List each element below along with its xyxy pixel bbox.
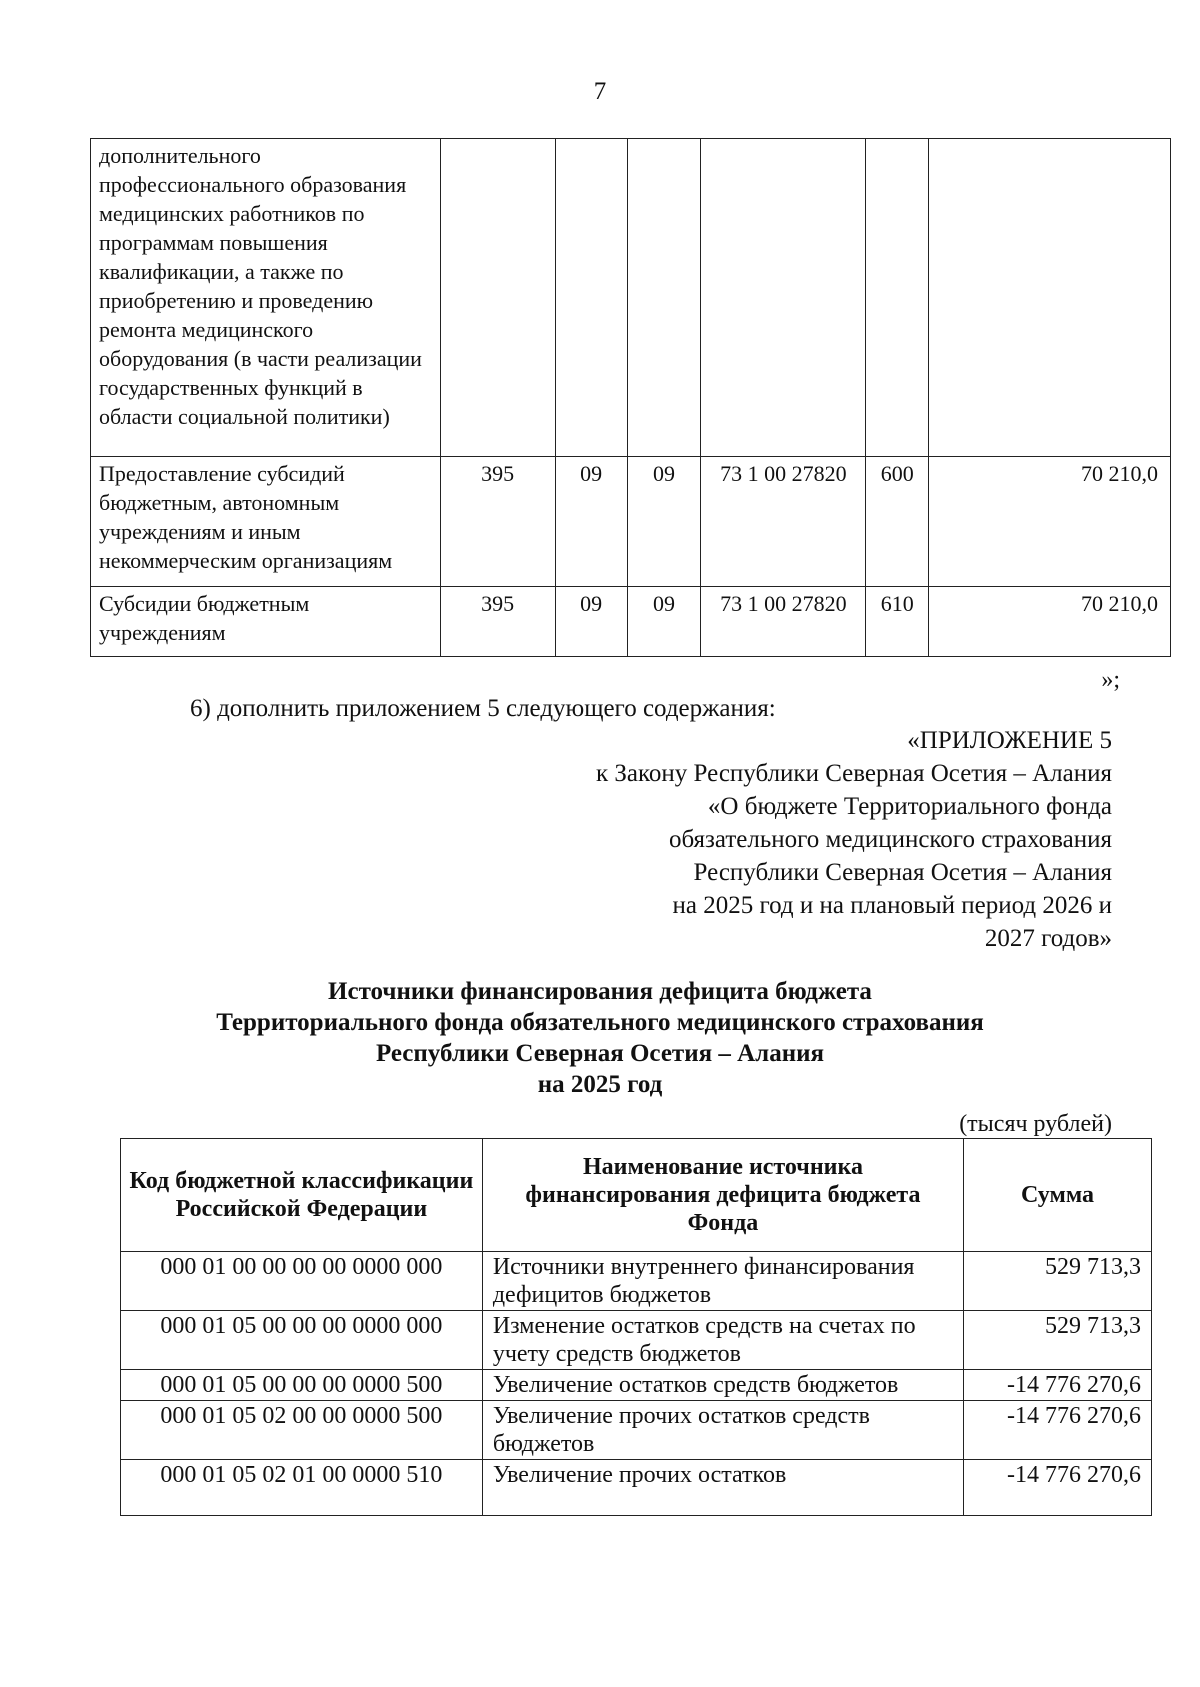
row-name: Предоставление субсидий бюджетным, автономным учреждениям и иным некоммерческим организациям <box>91 457 441 587</box>
cell-amount <box>929 139 1171 457</box>
row-name: дополнительного профессионального образования медицинских работников по программам повышения квалификации, а также по приобретению и проведению ремонта медицинского оборудования (в части реализации государственных функций в области социальной политики) <box>91 139 441 457</box>
cell-sum: 529 713,3 <box>964 1311 1152 1370</box>
cell-sum: -14 776 270,6 <box>964 1370 1152 1401</box>
cell-code: 000 01 05 00 00 00 0000 000 <box>121 1311 483 1370</box>
title-line: Территориального фонда обязательного медицинского страхования <box>216 1009 984 1036</box>
table-row <box>121 1401 1152 1460</box>
table-header-row <box>121 1139 1152 1252</box>
cell-section <box>555 139 627 457</box>
cell-amount: 70 210,0 <box>929 587 1171 657</box>
title-line: Источники финансирования дефицита бюджета <box>328 978 872 1005</box>
amendment-paragraph: 6) дополнить приложением 5 следующего содержания: <box>190 695 776 722</box>
table-row <box>91 457 1171 587</box>
header-name: Наименование источника финансирования дефицита бюджета Фонда <box>482 1139 963 1252</box>
cell-amount: 70 210,0 <box>929 457 1171 587</box>
cell-subsection: 09 <box>627 457 701 587</box>
cell-admin-code: 395 <box>440 457 555 587</box>
title-line: на 2025 год <box>537 1071 663 1098</box>
cell-target-article: 73 1 00 27820 <box>701 587 866 657</box>
annex-line: 2027 годов» <box>984 925 1112 952</box>
cell-expense-type: 600 <box>866 457 929 587</box>
table-row <box>91 139 1171 457</box>
cell-name: Увеличение остатков средств бюджетов <box>482 1370 963 1401</box>
cell-target-article: 73 1 00 27820 <box>701 457 866 587</box>
annex-line: «ПРИЛОЖЕНИЕ 5 <box>907 727 1112 754</box>
annex-line: на 2025 год и на плановый период 2026 и <box>672 892 1112 919</box>
cell-code: 000 01 05 02 01 00 0000 510 <box>121 1460 483 1516</box>
cell-admin-code <box>440 139 555 457</box>
cell-subsection <box>627 139 701 457</box>
cell-sum: 529 713,3 <box>964 1252 1152 1311</box>
cell-expense-type <box>866 139 929 457</box>
table-row <box>121 1460 1152 1516</box>
cell-sum: -14 776 270,6 <box>964 1460 1152 1516</box>
annex-line: к Закону Республики Северная Осетия – Алания <box>596 760 1112 787</box>
cell-subsection: 09 <box>627 587 701 657</box>
table-row <box>121 1252 1152 1311</box>
cell-name: Изменение остатков средств на счетах по учету средств бюджетов <box>482 1311 963 1370</box>
annex-line: Республики Северная Осетия – Алания <box>693 859 1112 886</box>
closing-quote: »; <box>1101 667 1120 693</box>
units-label: (тысяч рублей) <box>959 1111 1112 1137</box>
page-number: 7 <box>593 78 607 105</box>
cell-sum: -14 776 270,6 <box>964 1401 1152 1460</box>
cell-section: 09 <box>555 457 627 587</box>
annex-line: «О бюджете Территориального фонда <box>707 793 1112 820</box>
cell-code: 000 01 05 02 00 00 0000 500 <box>121 1401 483 1460</box>
table-row <box>121 1370 1152 1401</box>
cell-target-article <box>701 139 866 457</box>
cell-section: 09 <box>555 587 627 657</box>
sources-table <box>120 1138 1152 1516</box>
cell-code: 000 01 00 00 00 00 0000 000 <box>121 1252 483 1311</box>
cell-admin-code: 395 <box>440 587 555 657</box>
document-title <box>0 976 1200 1100</box>
cell-expense-type: 610 <box>866 587 929 657</box>
expenditure-table <box>90 138 1171 657</box>
table-row <box>91 587 1171 657</box>
cell-code: 000 01 05 00 00 00 0000 500 <box>121 1370 483 1401</box>
header-sum: Сумма <box>964 1139 1152 1252</box>
cell-name: Увеличение прочих остатков <box>482 1460 963 1516</box>
annex-header <box>596 724 1112 955</box>
row-name: Субсидии бюджетным учреждениям <box>91 587 441 657</box>
cell-name: Увеличение прочих остатков средств бюджетов <box>482 1401 963 1460</box>
cell-name: Источники внутреннего финансирования дефицитов бюджетов <box>482 1252 963 1311</box>
header-code: Код бюджетной классификации Российской Федерации <box>121 1139 483 1252</box>
annex-line: обязательного медицинского страхования <box>668 826 1112 853</box>
title-line: Республики Северная Осетия – Алания <box>375 1040 825 1067</box>
table-row <box>121 1311 1152 1370</box>
